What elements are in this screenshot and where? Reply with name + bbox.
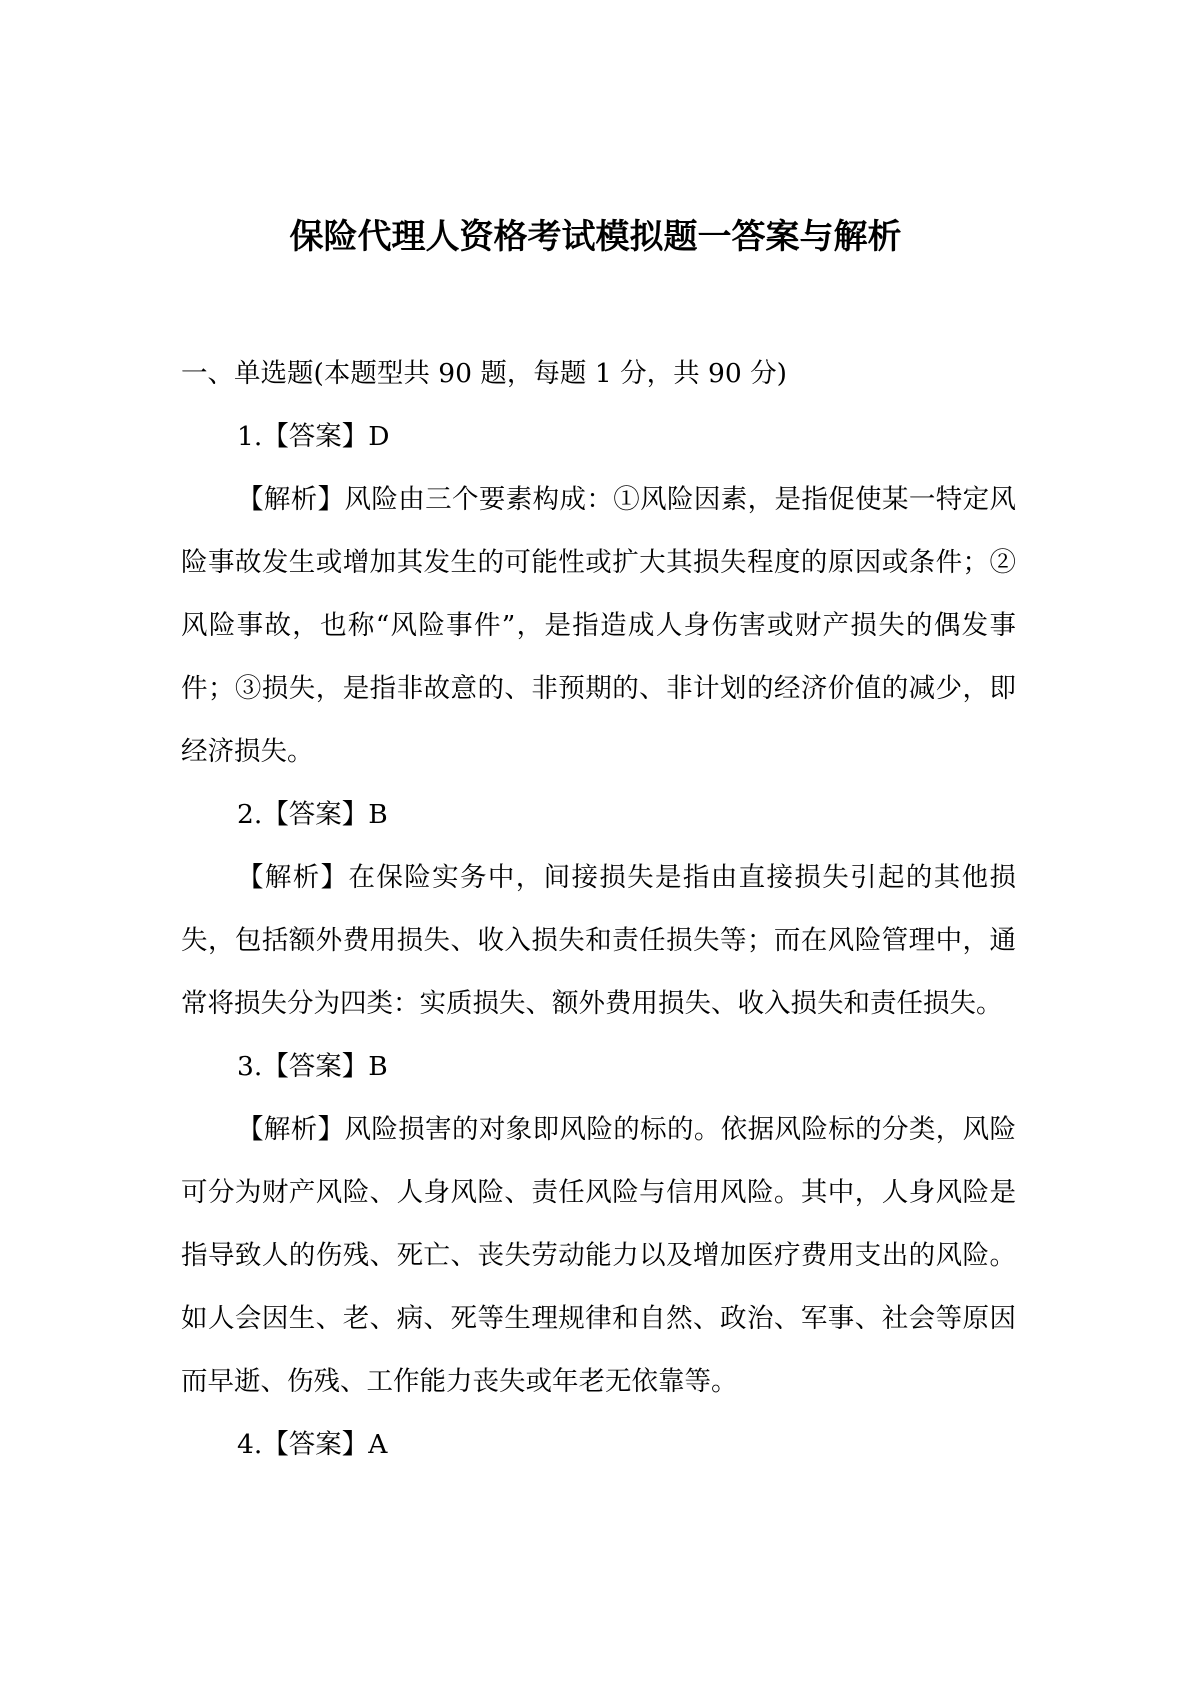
document-body xyxy=(181,342,1016,1476)
analysis-3: 【解析】风险损害的对象即风险的标的。依据风险标的分类，风险可分为财产风险、人身风险、责任风险与信用风险。其中，人身风险是指导致人的伤残、死亡、丧失劳动能力以及增加医疗费用支出的风险。如人会因生、老、病、死等生理规律和自然、政治、军事、社会等原因而早逝、伤残、工作能力丧失或年老无依靠等。 xyxy=(181,1114,1016,1397)
answer-1: 1.【答案】D xyxy=(237,421,390,452)
answer-2: 2.【答案】B xyxy=(237,799,388,830)
answer-3: 3.【答案】B xyxy=(237,1051,388,1082)
analysis-1: 【解析】风险由三个要素构成：①风险因素，是指促使某一特定风险事故发生或增加其发生的可能性或扩大其损失程度的原因或条件；②风险事故，也称“风险事件”，是指造成人身伤害或财产损失的偶发事件；③损失，是指非故意的、非预期的、非计划的经济价值的减少，即经济损失。 xyxy=(181,484,1016,767)
answer-4: 4.【答案】A xyxy=(237,1429,388,1460)
analysis-2: 【解析】在保险实务中，间接损失是指由直接损失引起的其他损失，包括额外费用损失、收入损失和责任损失等；而在风险管理中，通常将损失分为四类：实质损失、额外费用损失、收入损失和责任损失。 xyxy=(181,862,1016,1019)
page-title: 保险代理人资格考试模拟题一答案与解析 xyxy=(289,217,902,257)
section-heading: 一、单选题(本题型共 90 题，每题 1 分，共 90 分) xyxy=(181,358,788,389)
